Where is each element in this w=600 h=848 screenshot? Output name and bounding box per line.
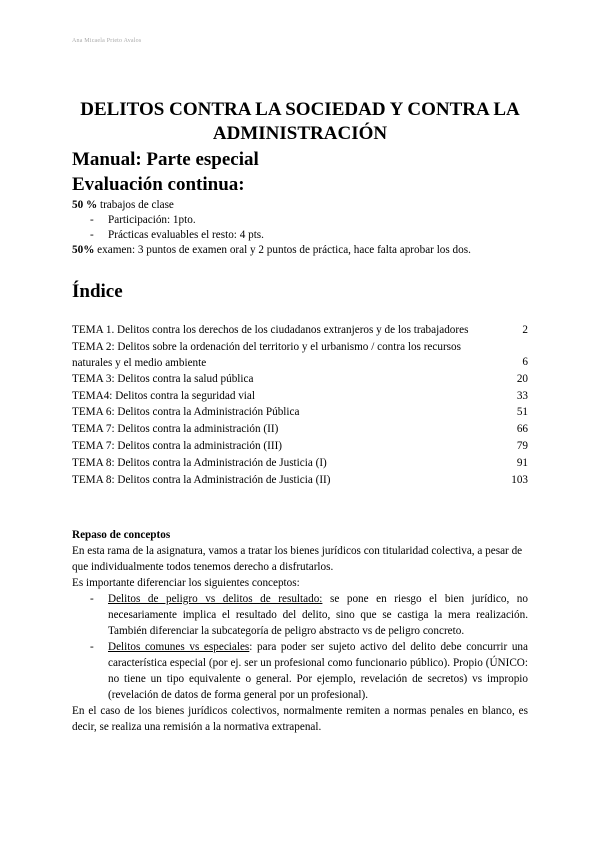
toc-page: 51 [516,406,528,419]
toc-page: 79 [516,439,528,452]
toc-page: 91 [516,456,528,469]
eval-pct-1: 50 % [72,199,98,211]
toc-entry[interactable] [72,339,528,371]
manual-heading: Manual: Parte especial [72,149,259,170]
concept-description: : para poder ser sujeto activo del delito debe concurrir una característica especial (por ej. ser un profesional como funcionario público). Propio (ÚNICO: no tiene un tipo equivalente o general. Por ejemplo, revelación de secretos) vs impropio (revelación de datos de forma general por un profesional). [108,641,528,701]
eval-text-2: examen: 3 puntos de examen oral y 2 puntos de práctica, hace falta aprobar los dos. [94,244,471,256]
repaso-section [72,527,528,735]
toc-entry[interactable] [72,455,528,472]
evaluation-heading: Evaluación continua: [72,174,245,195]
document-title: DELITOS CONTRA LA SOCIEDAD Y CONTRA LA ADMINISTRACIÓN [80,99,520,144]
toc-page: 6 [522,356,528,368]
toc-title: TEMA 8: Delitos contra la Administración de Justicia (I) [72,456,327,469]
eval-item-text: Participación: 1pto. [108,214,196,226]
toc-title: TEMA 7: Delitos contra la administración (III) [72,439,283,452]
toc-title: TEMA 3: Delitos contra la salud pública [72,372,254,385]
toc-page: 20 [516,372,528,385]
eval-item [72,228,532,243]
toc-title: TEMA 1. Delitos contra los derechos de los ciudadanos extranjeros y de los trabajadores [72,324,469,336]
toc-entry[interactable] [72,472,528,489]
concept-item [72,591,528,639]
toc-title: TEMA4: Delitos contra la seguridad vial [72,389,255,402]
concept-item [72,639,528,703]
toc-title: TEMA 8: Delitos contra la Administración de Justicia (II) [72,473,331,486]
concept-description: se pone en riesgo el bien jurídico, no necesariamente implica el resultado del delito, sino que se castiga la mera realización. También diferenciar la subcategoría de peligro abstracto vs de peligro concreto. [108,593,528,637]
toc-entry[interactable] [72,388,528,405]
repaso-intro: En esta rama de la asignatura, vamos a tratar los bienes jurídicos con titularidad colectiva, a pesar de que individualmente todos tenemos derecho a disfrutarlos. [72,545,523,573]
repaso-heading: Repaso de conceptos [72,529,171,541]
eval-item-text: Prácticas evaluables el resto: 4 pts. [108,229,264,241]
repaso-closing: En el caso de los bienes jurídicos colectivos, normalmente remiten a normas penales en blanco, es decir, se realiza una remisión a la normativa extrapenal. [72,705,528,733]
toc-page: 66 [516,423,528,436]
concept-text [108,591,528,639]
repaso-lead: Es importante diferenciar los siguientes conceptos: [72,577,300,589]
concept-term: Delitos comunes vs especiales [108,641,250,653]
toc-title: TEMA 7: Delitos contra la administración (II) [72,423,279,436]
dash-bullet: - [90,641,94,653]
toc-page: 103 [511,473,528,486]
toc-title: TEMA 2: Delitos sobre la ordenación del territorio y el urbanismo / contra los recursos naturales y el medio ambiente [72,340,461,369]
dash-bullet: - [90,214,94,226]
toc-page: 2 [522,324,528,336]
concept-text [108,639,528,703]
toc-entry[interactable] [72,322,528,339]
eval-text-1: trabajos de clase [97,199,174,211]
evaluation-block [72,198,532,258]
eval-pct-2: 50% [72,244,95,256]
table-of-contents [72,322,528,488]
toc-entry[interactable] [72,438,528,455]
toc-entry[interactable] [72,371,528,388]
dash-bullet: - [90,229,94,241]
eval-item [72,213,532,228]
toc-page: 33 [516,389,528,402]
dash-bullet: - [90,593,94,605]
toc-entry[interactable] [72,421,528,438]
eval-line-2 [72,243,532,258]
toc-entry[interactable] [72,404,528,421]
eval-line-1 [72,198,532,213]
toc-title: TEMA 6: Delitos contra la Administración Pública [72,406,300,419]
index-heading: Índice [72,281,123,302]
watermark: Ana Micaela Prieto Avalos [72,38,142,44]
concept-term: Delitos de peligro vs delitos de resultado: [108,593,323,605]
